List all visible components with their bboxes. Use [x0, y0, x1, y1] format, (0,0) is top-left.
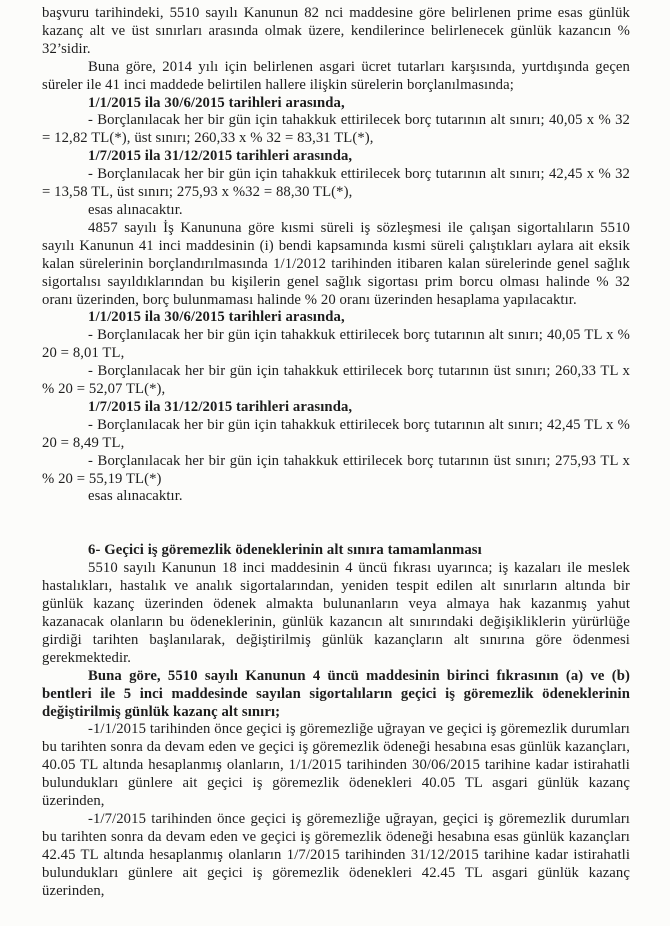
section-heading: 6- Geçici iş göremezlik ödeneklerinin alt sınıra tamamlanması [88, 542, 482, 559]
paragraph: 4857 sayılı İş Kanununa göre kısmi süreli iş sözleşmesi ile çalışan sigortalıların 5510 sayılı Kanunun 41 inci maddesinin (i) bendi kapsamında kısmi süreli çalıştıkları aylara ait eksik kalan sürelerinin borçlandırılmasında 1/1/2012 tarihinden itibaren kalan sürelerinde genel sağlık sigortalısı sayıldıklarından bu kişilerin genel sağlık sigortası prim borcu olması halinde % 32 oranı üzerinden, borç bulunmaması halinde % 20 oranı üzerinden hesaplama yapılacaktır. [42, 219, 630, 308]
list-item: -1/7/2015 tarihinden önce geçici iş göremezliğe uğrayan, geçici iş göremezlik durumları bu tarihten sonra da devam eden ve geçici iş göremezlik ödeneği hesabına esas günlük kazançları 42.45 TL altında hesaplanmış olanların 1/7/2015 tarihinden 31/12/2015 tarihine kadar istirahatli bulundukları günlere ait geçici iş göremezlik ödenekleri 42.45 TL asgari günlük kazanç üzerinden, [42, 810, 630, 899]
closing-line: esas alınacaktır. [88, 201, 183, 218]
list-item: -1/1/2015 tarihinden önce geçici iş göremezliğe uğrayan ve geçici iş göremezlik durumları bu tarihten sonra da devam eden ve geçici iş göremezlik ödeneği hesabına esas günlük kazançları, 40.05 TL altında hesaplanmış olanların, 1/1/2015 tarihinden 30/06/2015 tarihine kadar istirahatli bulundukları günlere ait geçici iş göremezlik ödenekleri 40.05 TL asgari günlük kazanç üzerinden, [42, 721, 630, 810]
paragraph-continuation: başvuru tarihindeki, 5510 sayılı Kanunun 82 nci maddesine göre belirlenen prime esas günlük kazanç alt ve üst sınırları arasında olmak üzere, kendilerince belirlenecek günlük kazancın % 32’sidir. [42, 5, 630, 57]
list-item: - Borçlanılacak her bir gün için tahakkuk ettirilecek borç tutarının alt sınırı; 40,05 x % 32 = 12,82 TL(*), üst sınırı; 260,33 x % 32 = 83,31 TL(*), [42, 112, 630, 147]
list-item: - Borçlanılacak her bir gün için tahakkuk ettirilecek borç tutarının üst sınırı; 260,33 TL x % 20 = 52,07 TL(*), [42, 363, 630, 398]
paragraph-spacer [42, 506, 630, 542]
list-item: - Borçlanılacak her bir gün için tahakkuk ettirilecek borç tutarının alt sınırı; 40,05 TL x % 20 = 8,01 TL, [42, 327, 630, 362]
paragraph: Buna göre, 2014 yılı için belirlenen asgari ücret tutarları karşısında, yurtdışında geçen süreler ile 41 inci maddede belirtilen hallere ilişkin sürelerin borçlanılmasında; [42, 58, 630, 93]
date-range-heading: 1/1/2015 ila 30/6/2015 tarihleri arasında, [88, 94, 345, 111]
list-item: - Borçlanılacak her bir gün için tahakkuk ettirilecek borç tutarının alt sınırı; 42,45 TL x % 20 = 8,49 TL, [42, 416, 630, 451]
closing-line: esas alınacaktır. [88, 488, 183, 505]
date-range-heading: 1/7/2015 ila 31/12/2015 tarihleri arasında, [88, 148, 353, 165]
date-range-heading: 1/1/2015 ila 30/6/2015 tarihleri arasında, [88, 309, 345, 326]
date-range-heading: 1/7/2015 ila 31/12/2015 tarihleri arasında, [88, 398, 353, 415]
bold-paragraph: Buna göre, 5510 sayılı Kanunun 4 üncü maddesinin birinci fıkrasının (a) ve (b) bentleri ile 5 inci maddesinde sayılan sigortalıların geçici iş göremezlik ödeneklerinin değiştirilmiş günlük kazanç alt sınırı; [42, 667, 630, 720]
paragraph: 5510 sayılı Kanunun 18 inci maddesinin 4 üncü fıkrası uyarınca; iş kazaları ile meslek hastalıkları, hastalık ve analık sigortalarından, yeniden tespit edilen alt sınırların altında bir günlük kazanç üzerinden ödenek almakta bulunanların veya almaya hak kazanmış yahut kazanacak olanların bu ödeneklerinin, günlük kazancın alt sınırındaki değişikliklerin yürürlüğe girdiği tarihten başlanılarak, değiştirilmiş günlük kazançların alt sınırına göre ödenmesi gerekmektedir. [42, 560, 630, 666]
list-item: - Borçlanılacak her bir gün için tahakkuk ettirilecek borç tutarının alt sınırı; 42,45 x % 32 = 13,58 TL, üst sınırı; 275,93 x %32 = 88,30 TL(*), [42, 166, 630, 201]
list-item: - Borçlanılacak her bir gün için tahakkuk ettirilecek borç tutarının üst sınırı; 275,93 TL x % 20 = 55,19 TL(*) [42, 452, 630, 487]
